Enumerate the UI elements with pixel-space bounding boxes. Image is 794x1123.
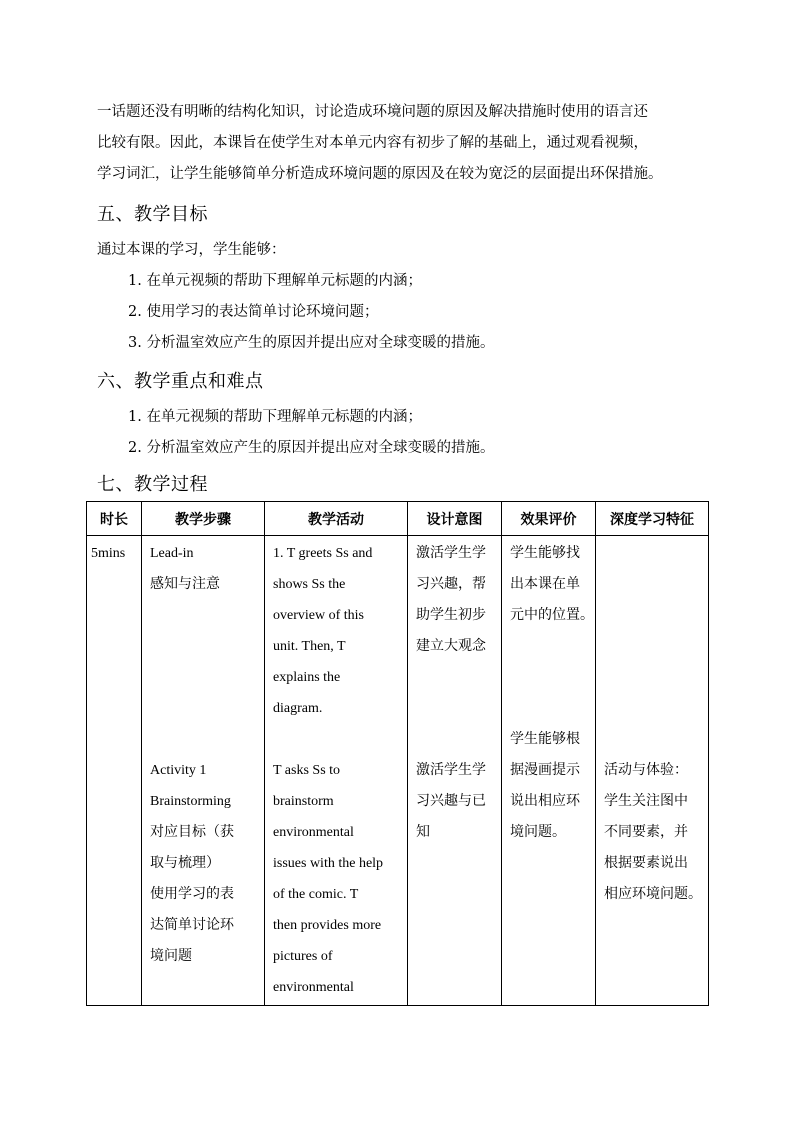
- cell-steps: [142, 536, 265, 1006]
- steps-block-activity1: Activity 1 Brainstorming 对应目标（获 取与梳理） 使用学习的表 达简单讨论环 境问题: [150, 763, 234, 964]
- header-activities: 教学活动: [265, 502, 408, 536]
- objectives-lead: 通过本课的学习，学生能够：: [97, 242, 286, 258]
- activities-block-brainstorm: T asks Ss to brainstorm environmental issues with the help of the comic. T then provides more pictures of environmental: [273, 763, 384, 995]
- header-evaluation: 效果评价: [502, 502, 596, 536]
- intent-block-brainstorm: 激活学生学 习兴趣与已 知: [416, 762, 486, 840]
- intro-line: 一话题还没有明晰的结构化知识，讨论造成环境问题的原因及解决措施时使用的语言还: [97, 104, 648, 120]
- section-heading-keypoints: 六、教学重点和难点: [97, 371, 264, 392]
- header-duration: 时长: [87, 502, 142, 536]
- intro-line: 比较有限。因此，本课旨在使学生对本单元内容有初步了解的基础上，通过观看视频，: [97, 135, 648, 151]
- cell-intent: [408, 536, 502, 1006]
- evaluation-block-brainstorm: 学生能够根 据漫画提示 说出相应环 境问题。: [510, 731, 580, 840]
- lesson-process-table: [86, 501, 709, 1006]
- intro-paragraph: [97, 97, 717, 190]
- header-intent: 设计意图: [408, 502, 502, 536]
- deep-learning-block: 活动与体验： 学生关注图中 不同要素，并 根据要素说出 相应环境问题。: [604, 762, 702, 902]
- activities-block-leadin: 1. T greets Ss and shows Ss the overview of this unit. Then, T explains the diagram.: [273, 546, 373, 716]
- cell-evaluation: [502, 536, 596, 1006]
- cell-deep-learning: [596, 536, 709, 1006]
- section-heading-objectives: 五、教学目标: [97, 204, 208, 225]
- header-steps: 教学步骤: [142, 502, 265, 536]
- cell-activities: [265, 536, 408, 1006]
- evaluation-block-leadin: 学生能够找 出本课在单 元中的位置。: [510, 545, 594, 623]
- section-heading-process: 七、教学过程: [97, 474, 208, 495]
- keypoint-item: 1. 在单元视频的帮助下理解单元标题的内涵；: [128, 409, 422, 425]
- duration-value: 5mins: [91, 546, 126, 561]
- intent-block-leadin: 激活学生学 习兴趣，帮 助学生初步 建立大观念: [416, 545, 486, 654]
- table-row: [87, 536, 709, 1006]
- objective-item: 1. 在单元视频的帮助下理解单元标题的内涵；: [128, 273, 422, 289]
- intro-line: 学习词汇，让学生能够简单分析造成环境问题的原因及在较为宽泛的层面提出环保措施。: [97, 166, 663, 182]
- cell-duration: [87, 536, 142, 1006]
- keypoint-item: 2. 分析温室效应产生的原因并提出应对全球变暖的措施。: [128, 440, 495, 456]
- objective-item: 2. 使用学习的表达简单讨论环境问题；: [128, 304, 379, 320]
- steps-block-leadin: Lead-in 感知与注意: [150, 546, 220, 592]
- objective-item: 3. 分析温室效应产生的原因并提出应对全球变暖的措施。: [128, 335, 495, 351]
- table-header-row: [87, 502, 709, 536]
- header-deep-learning: 深度学习特征: [596, 502, 709, 536]
